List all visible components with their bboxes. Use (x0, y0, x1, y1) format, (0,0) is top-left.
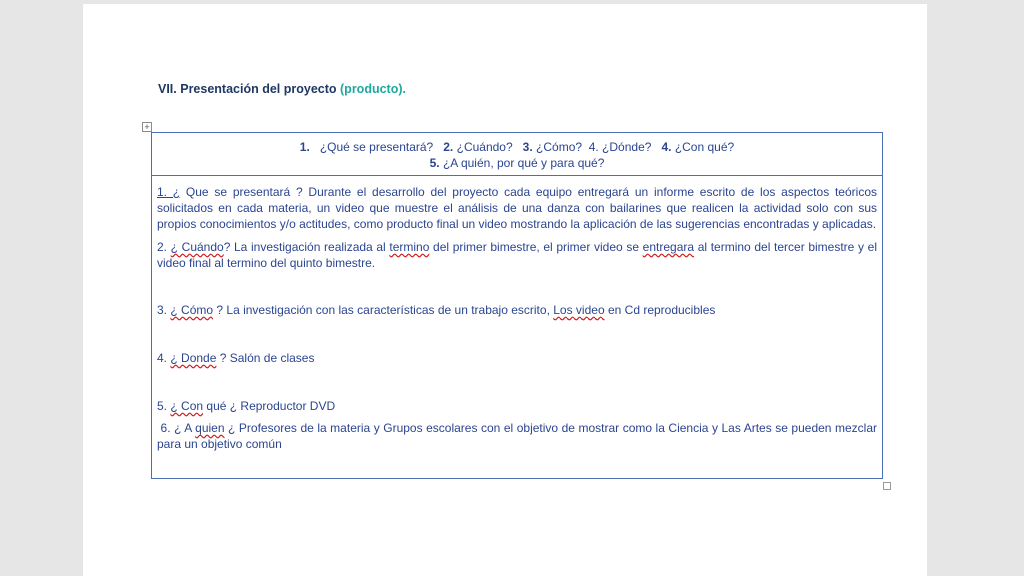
table-body-row (152, 176, 883, 479)
answer-3-question: ¿ Cómo (170, 303, 214, 317)
answer-4-text: ? Salón de clases (219, 351, 315, 365)
q1-label: ¿Qué se presentará? (319, 140, 434, 154)
q3-number: 3. (522, 140, 533, 154)
answer-3-number: 3. (157, 303, 168, 317)
answer-6 (157, 420, 877, 452)
table-header-row (152, 133, 883, 176)
answer-2-text-1: ? La investigación realizada al (223, 240, 386, 254)
q4-label: 4. ¿Dónde? (588, 140, 652, 154)
answer-5 (157, 398, 877, 414)
section-heading (158, 82, 406, 96)
answer-3-text-1: ? La investigación con las características de un trabajo escrito, (216, 303, 550, 317)
answer-5-question: ¿ Con (170, 399, 204, 413)
answer-2 (157, 239, 877, 271)
answer-2-question: ¿ Cuándo (170, 240, 224, 254)
answer-3 (157, 302, 877, 318)
table-move-handle-icon[interactable]: + (142, 122, 152, 132)
q5-number: 4. (661, 140, 672, 154)
answer-2-word-2: entregara (642, 240, 695, 254)
answer-4 (157, 350, 877, 366)
answer-6-number: 6. ¿ A (160, 421, 192, 435)
answers-cell[interactable] (152, 176, 883, 479)
heading-accent: (producto). (340, 82, 406, 96)
answer-2-text-2: del primer bimestre, el primer video se (433, 240, 640, 254)
answer-2-number: 2. (157, 240, 168, 254)
answer-4-question: ¿ Donde (170, 351, 217, 365)
answer-1-text: Que se presentará ? Durante el desarrollo del proyecto cada equipo entregará un informe escrito de los aspectos teóricos solicitados en cada materia, un video que muestre el análisis de una danza con bailarines que realicen la actividad solo con sus propios conocimientos y/o actitudes, como producto final un video mostrando la aplicación de las sugerencias encontradas y aplicadas. (157, 185, 877, 231)
answer-4-number: 4. (157, 351, 168, 365)
questions-line-2 (158, 155, 876, 171)
answer-6-text: ¿ Profesores de la materia y Grupos escolares con el objetivo de mostrar como la Ciencia y Las Artes se pueden mezclar para un objetivo común (157, 421, 877, 451)
answer-2-word-1: termino (389, 240, 430, 254)
q3-label: ¿Cómo? (536, 140, 583, 154)
q2-label: ¿Cuándo? (456, 140, 513, 154)
document-page (83, 4, 927, 576)
answer-3-word-1: Los video (553, 303, 605, 317)
answer-6-question: quien (195, 421, 225, 435)
project-table (151, 132, 883, 479)
line2-label: ¿A quién, por qué y para qué? (442, 156, 605, 170)
answer-3-text-2: en Cd reproducibles (607, 303, 716, 317)
questions-header-cell[interactable] (152, 133, 883, 176)
answer-1 (157, 184, 877, 232)
line2-number: 5. (429, 156, 440, 170)
q5-label: ¿Con qué? (674, 140, 735, 154)
answer-1-prefix: 1. ¿ (157, 185, 181, 199)
answer-2-text-3: al termino del tercer bimestre y el video final al termino del quinto bimestre. (157, 240, 877, 270)
table-resize-handle-icon[interactable] (883, 482, 891, 490)
q1-number: 1. (299, 140, 310, 154)
questions-line-1 (158, 139, 876, 155)
q2-number: 2. (443, 140, 454, 154)
answer-5-number: 5. (157, 399, 168, 413)
heading-text: VII. Presentación del proyecto (158, 82, 337, 96)
answer-5-text: qué ¿ Reproductor DVD (206, 399, 336, 413)
